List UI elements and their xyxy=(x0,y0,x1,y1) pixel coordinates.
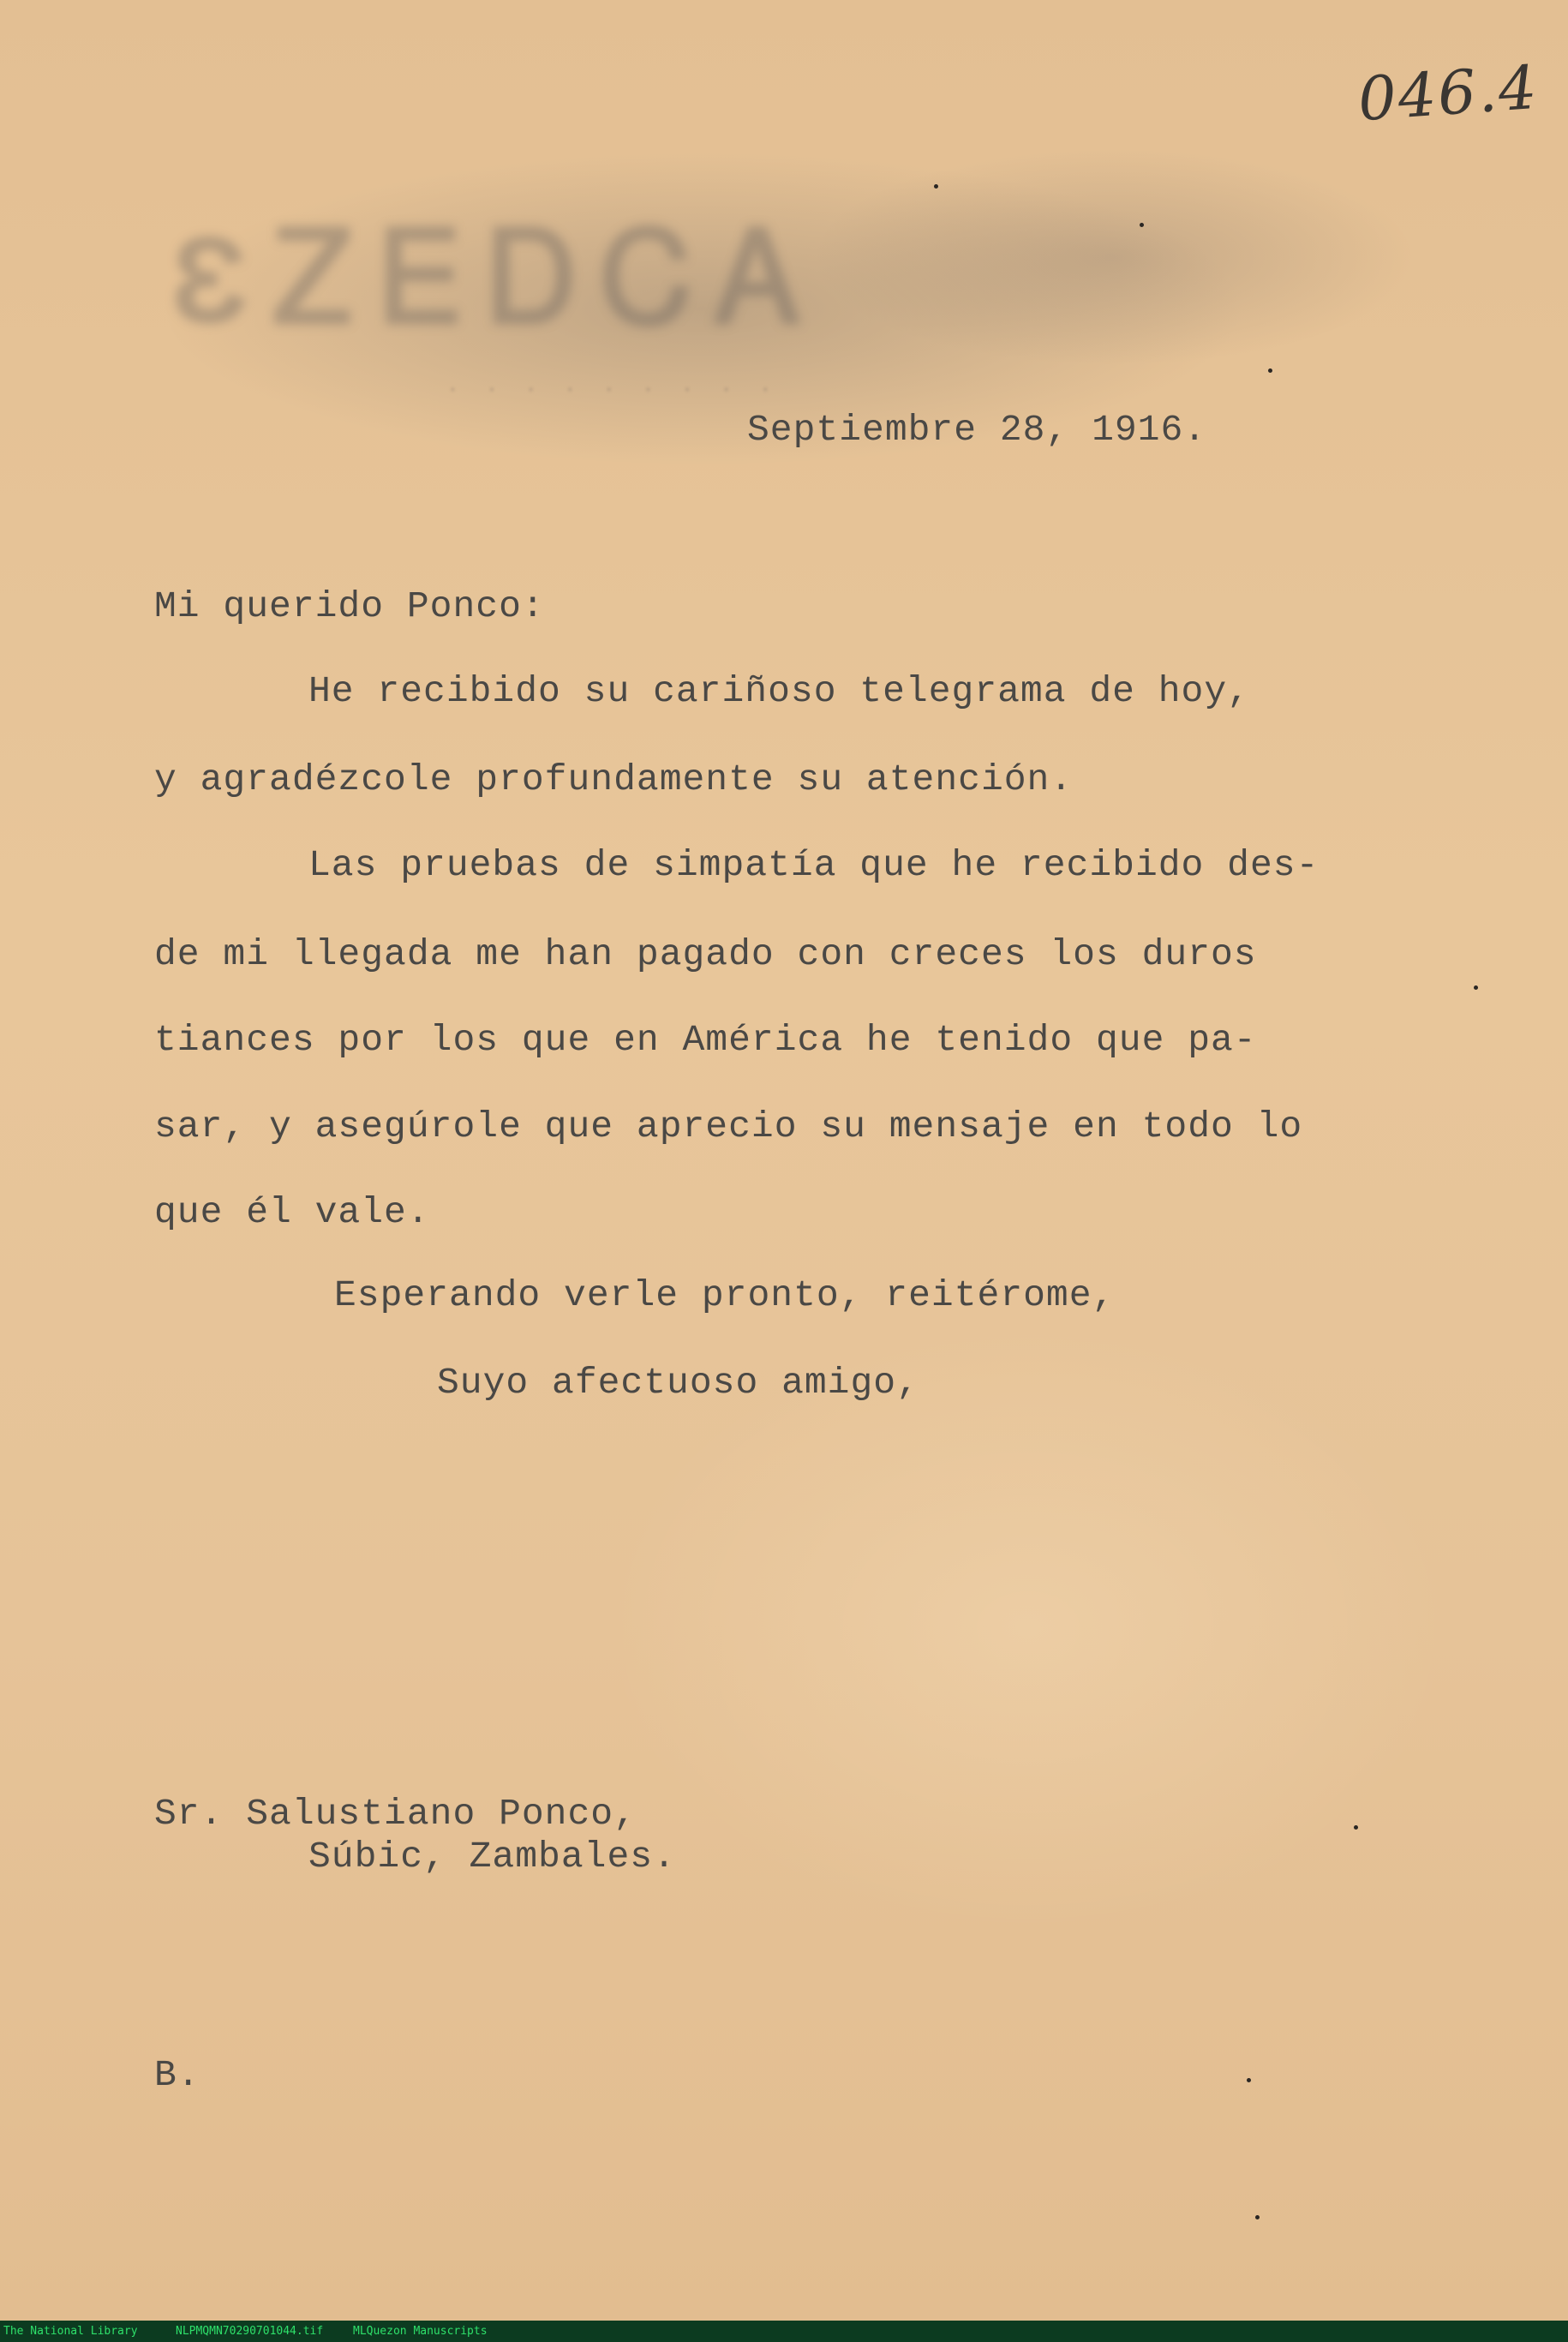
salutation: Mi querido Ponco: xyxy=(154,585,545,627)
ink-speck xyxy=(934,184,938,189)
closing-line-2: Suyo afectuoso amigo, xyxy=(437,1362,919,1404)
body-line-5: tiances por los que en América he tenido que pa- xyxy=(154,1019,1257,1061)
body-line-4: de mi llegada me han pagado con creces los duros xyxy=(154,933,1257,975)
recipient-name: Sr. Salustiano Ponco, xyxy=(154,1793,637,1835)
ink-speck xyxy=(1474,985,1478,990)
faded-letterhead: ԐᏃᎬᎠᏟᎪ xyxy=(171,216,831,362)
typist-initial: B. xyxy=(154,2054,200,2096)
ink-speck xyxy=(1140,223,1144,227)
body-line-7: que él vale. xyxy=(154,1191,430,1233)
body-line-3: Las pruebas de simpatía que he recibido des- xyxy=(308,844,1320,886)
body-line-1: He recibido su cariñoso telegrama de hoy, xyxy=(308,670,1250,712)
faded-letterhead-line: · · · · · · · · · xyxy=(446,377,778,404)
closing-line-1: Esperando verle pronto, reitérome, xyxy=(334,1274,1116,1316)
body-line-2: y agradézcole profundamente su atención. xyxy=(154,758,1074,800)
date-line: Septiembre 28, 1916. xyxy=(747,409,1207,451)
ink-speck xyxy=(1255,2215,1260,2219)
footer-file: NLPMQMN70290701044.tif xyxy=(176,2325,324,2338)
recipient-place: Súbic, Zambales. xyxy=(308,1836,676,1878)
ink-speck xyxy=(1268,368,1272,373)
ink-speck xyxy=(1247,2078,1251,2082)
archive-footer-bar xyxy=(0,2321,1568,2342)
archive-number: 046.4 xyxy=(1356,51,1541,135)
body-line-6: sar, y asegúrole que aprecio su mensaje en todo lo xyxy=(154,1105,1303,1147)
footer-collection: MLQuezon Manuscripts xyxy=(353,2325,488,2338)
ink-speck xyxy=(1354,1825,1358,1830)
footer-source: The National Library xyxy=(3,2325,138,2338)
